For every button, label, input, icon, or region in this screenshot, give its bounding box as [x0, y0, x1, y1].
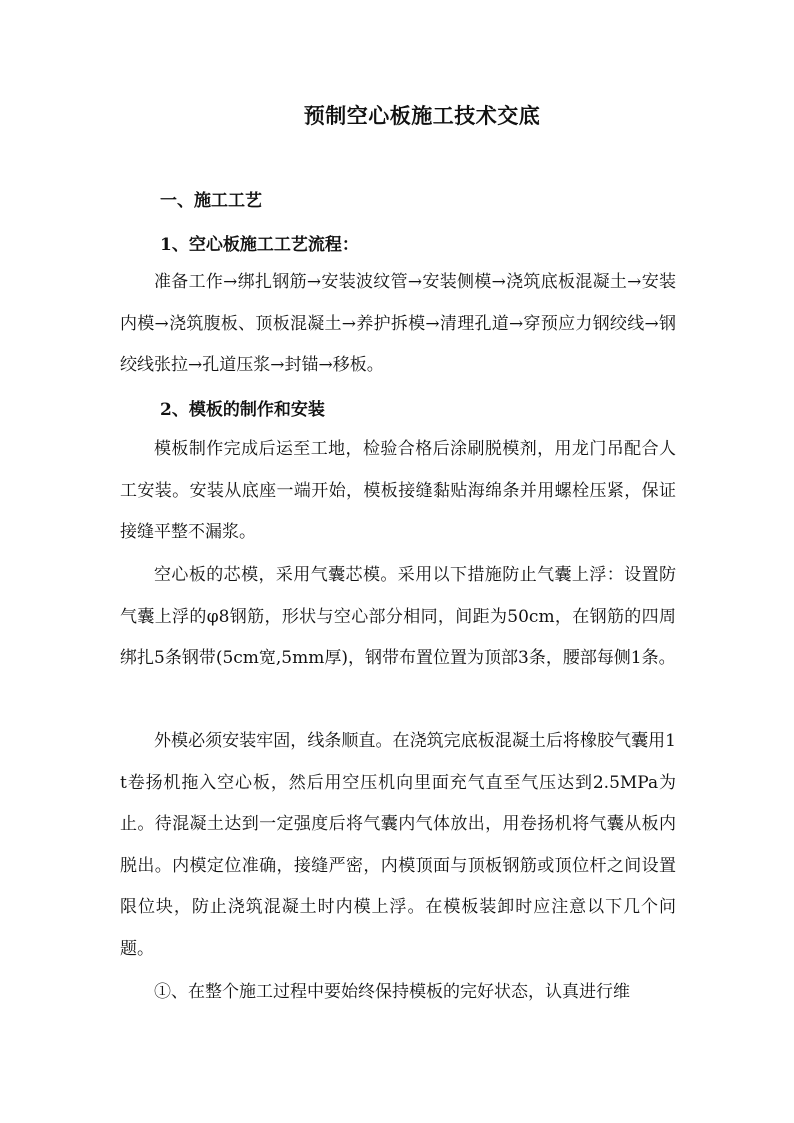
paragraph-formwork-install: 模板制作完成后运至工地，检验合格后涂刷脱模剂，用龙门吊配合人工安装。安装从底座一端开始，模板接缝黏贴海绵条并用螺栓压紧，保证接缝平整不漏浆。 — [120, 439, 676, 543]
paragraph-notes-item-1: ①、在整个施工过程中要始终保持模板的完好状态，认真进行维 — [154, 982, 630, 1002]
paragraph-process-flow: 准备工作→绑扎钢筋→安装波纹管→安装侧模→浇筑底板混凝土→安装内模→浇筑腹板、顶板混凝土→养护拆模→清理孔道→穿预应力钢绞线→钢绞线张拉→孔道压浆→封锚→移板。 — [120, 272, 676, 376]
subsection-heading-formwork: 2、模板的制作和安装 — [160, 400, 325, 420]
paragraph-outer-mold: 外模必须安装牢固，线条顺直。在浇筑完底板混凝土后将橡胶气囊用1t卷扬机拖入空心板，然后用空压机向里面充气直至气压达到2.5MPa为止。待混凝土达到一定强度后将气囊内气体放出，用卷扬机将气囊从板内脱出。内模定位准确，接缝严密，内模顶面与顶板钢筋或顶位杆之间设置限位块，防止浇筑混凝土时内模上浮。在模板装卸时应注意以下几个问题。 — [120, 731, 676, 959]
subsection-heading-process-flow: 1、空心板施工工艺流程： — [160, 235, 359, 255]
page-title: 预制空心板施工技术交底 — [303, 103, 541, 128]
paragraph-core-mold: 空心板的芯模，采用气囊芯模。采用以下措施防止气囊上浮：设置防气囊上浮的φ8钢筋，形状与空心部分相同，间距为50cm，在钢筋的四周绑扎5条钢带(5cm宽,5mm厚)，钢带布置位置为顶部3条，腰部每侧1条。 — [120, 565, 676, 669]
section-heading-construction-process: 一、施工工艺 — [160, 191, 262, 211]
